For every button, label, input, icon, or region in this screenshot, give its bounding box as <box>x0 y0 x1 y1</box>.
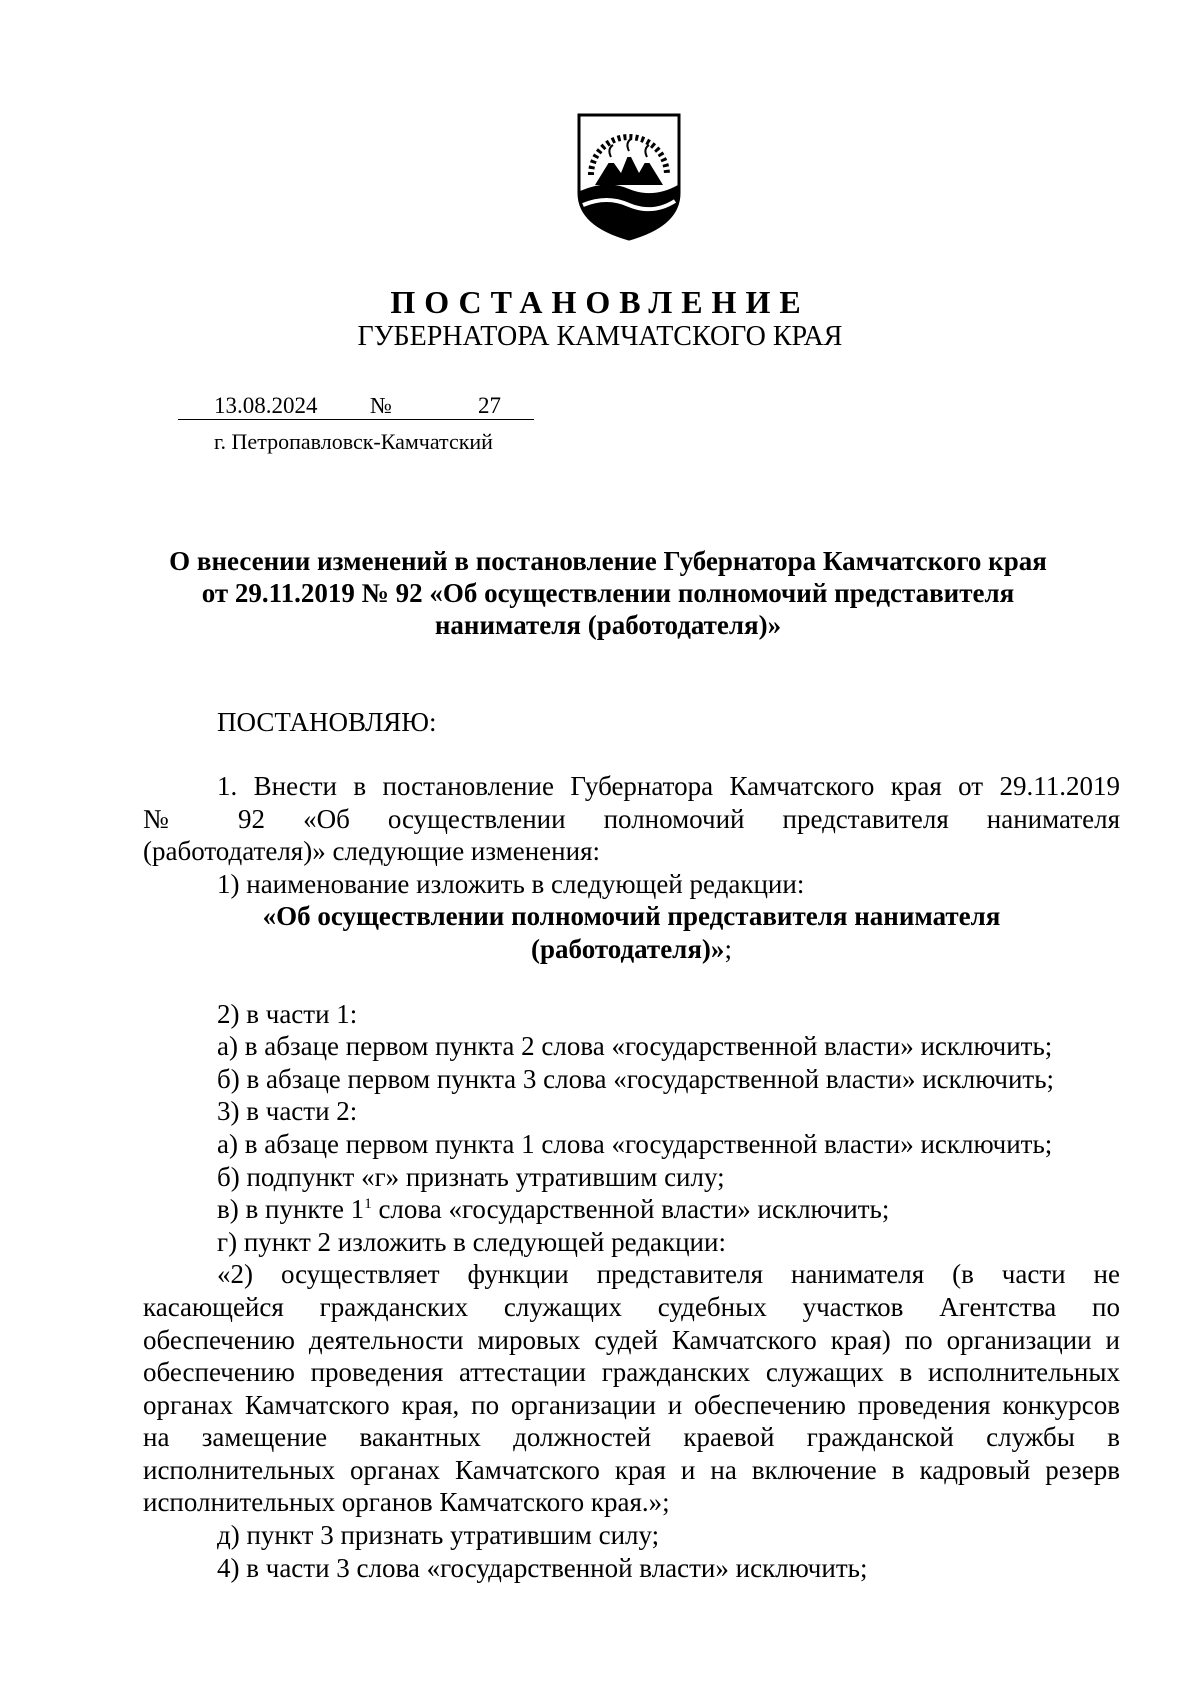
decree-word: ПОСТАНОВЛЯЮ: <box>217 707 437 737</box>
new-name-line: «Об осуществлении полномочий представителя нанимателя <box>262 901 1001 932</box>
document-body <box>143 770 1120 1584</box>
document-subtitle: ГУБЕРНАТОРА КАМЧАТСКОГО КРАЯ <box>357 321 843 352</box>
quote-line: «2) осуществляет функции представителя нанимателя (в части не <box>217 1259 1120 1290</box>
quote-line: исполнительных органах Камчатского края и на включение в кадровый резерв <box>143 1454 1120 1485</box>
superscript: 1 <box>364 1196 372 1213</box>
list-item: 4) в части 3 слова «государственной власти» исключить; <box>217 1552 868 1583</box>
list-item <box>143 1193 1120 1226</box>
document-number: 27 <box>478 393 501 418</box>
new-name-tail: ; <box>724 933 732 964</box>
list-item: б) в абзаце первом пункта 3 слова «государственной власти» исключить; <box>217 1063 1055 1094</box>
document-title: ПОСТАНОВЛЕНИЕ <box>390 284 810 320</box>
quote-line: обеспечению проведения аттестации гражданских служащих в исполнительных <box>143 1357 1120 1388</box>
quote-line: органах Камчатского края, по организации и обеспечению проведения конкурсов <box>143 1389 1120 1420</box>
document-date: 13.08.2024 <box>214 393 318 418</box>
decree-word-block <box>143 706 1120 739</box>
paragraph-line: № 92 «Об осуществлении полномочий представителя нанимателя <box>143 803 1120 834</box>
new-name-line <box>143 933 1120 966</box>
new-name-text: (работодателя)» <box>531 933 725 964</box>
list-item: а) в абзаце первом пункта 1 слова «государственной власти» исключить; <box>217 1128 1053 1159</box>
kamchatka-coat-of-arms-icon <box>577 113 681 241</box>
heading-line: О внесении изменений в постановление Губернатора Камчатского края <box>169 546 1047 576</box>
paragraph-line: (работодателя)» следующие изменения: <box>143 836 600 867</box>
heading-line: нанимателя (работодателя)» <box>434 610 782 640</box>
quote-line: на замещение вакантных должностей краевой гражданской службы в <box>143 1422 1120 1453</box>
list-item: б) подпункт «г» признать утратившим силу; <box>217 1161 725 1192</box>
paragraph-line: 1. Внести в постановление Губернатора Камчатского края от 29.11.2019 <box>217 771 1120 801</box>
list-item: а) в абзаце первом пункта 2 слова «государственной власти» исключить; <box>217 1031 1053 1062</box>
quote-line: касающейся гражданских служащих судебных участков Агентства по <box>143 1291 1120 1322</box>
list-item: 2) в части 1: <box>217 998 358 1029</box>
list-item: г) пункт 2 изложить в следующей редакции: <box>217 1226 726 1257</box>
quote-line: обеспечению деятельности мировых судей Камчатского края) по организации и <box>143 1324 1120 1355</box>
quote-line: исполнительных органов Камчатского края.»; <box>143 1487 670 1518</box>
list-item: 1) наименование изложить в следующей редакции: <box>217 868 805 899</box>
document-city: г. Петропавловск-Камчатский <box>214 429 493 454</box>
heading-line: от 29.11.2019 № 92 «Об осуществлении полномочий представителя <box>201 578 1015 608</box>
document-heading <box>140 545 1076 641</box>
blank-line <box>143 966 1120 998</box>
list-item: 3) в части 2: <box>217 1096 358 1127</box>
date-underline <box>178 419 534 420</box>
list-item-text: слова «государственной власти» исключить; <box>371 1194 890 1225</box>
number-sign: № <box>370 393 392 418</box>
list-item: д) пункт 3 признать утратившим силу; <box>217 1520 660 1551</box>
list-item-text: в) в пункте 1 <box>217 1194 365 1225</box>
